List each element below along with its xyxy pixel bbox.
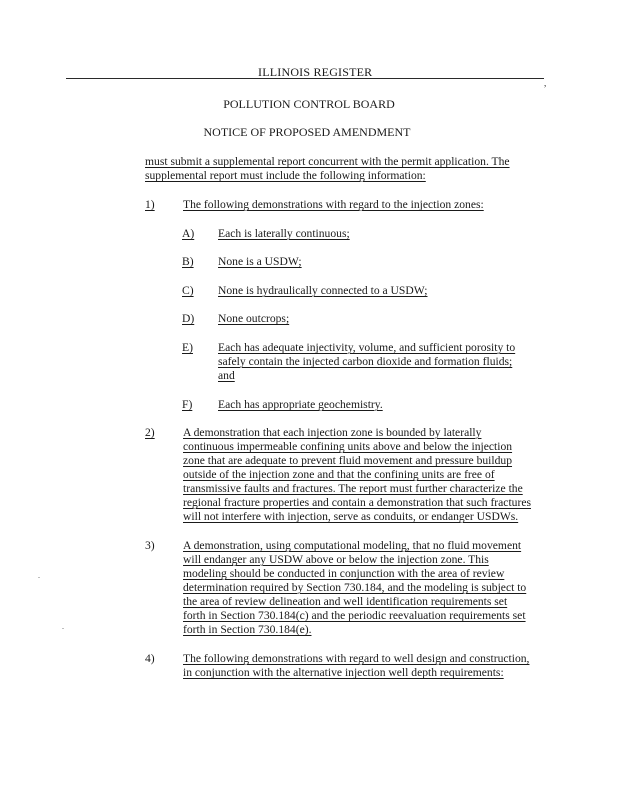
- margin-mark: .: [62, 622, 64, 631]
- board-name: POLLUTION CONTROL BOARD: [223, 97, 395, 111]
- item-2-line-4: outside of the injection zone and that the confining units are free of: [183, 468, 495, 481]
- item-1e-line-2: safely contain the injected carbon dioxide and formation fluids;: [218, 355, 513, 368]
- item-1c-number: C): [182, 284, 194, 297]
- register-title: ILLINOIS REGISTER: [258, 65, 373, 79]
- item-1d-number: D): [182, 312, 195, 325]
- intro-line-1: must submit a supplemental report concurrent with the permit application. The: [145, 155, 510, 168]
- item-1b-number: B): [182, 255, 194, 268]
- item-3-line-1: A demonstration, using computational modeling, that no fluid movement: [183, 539, 522, 552]
- item-4-number: 4): [145, 652, 155, 665]
- item-1c-text: None is hydraulically connected to a USDW;: [218, 284, 428, 297]
- item-1d-text: None outcrops;: [218, 312, 290, 325]
- item-1e-line-1: Each has adequate injectivity, volume, and sufficient porosity to: [218, 341, 516, 354]
- item-3-line-6: forth in Section 730.184(c) and the periodic reevaluation requirements set: [183, 609, 526, 622]
- item-4-line-2: in conjunction with the alternative injection well depth requirements:: [183, 666, 504, 679]
- item-4-line-1: The following demonstrations with regard to well design and construction,: [183, 652, 530, 665]
- item-1b-text: None is a USDW;: [218, 255, 302, 268]
- item-2-line-1: A demonstration that each injection zone is bounded by laterally: [183, 426, 482, 439]
- item-1f-text: Each has appropriate geochemistry.: [218, 398, 383, 411]
- item-1e-number: E): [182, 341, 193, 354]
- item-2-line-6: regional fracture properties and contain a demonstration that such fractures: [183, 496, 531, 509]
- item-3-line-3: modeling should be conducted in conjunction with the area of review: [183, 567, 505, 580]
- item-1f-number: F): [182, 398, 193, 411]
- item-3-number: 3): [145, 539, 155, 552]
- rule-end-mark: ,: [544, 78, 547, 88]
- item-2-number: 2): [145, 426, 155, 439]
- item-3-line-7: forth in Section 730.184(e).: [183, 623, 312, 636]
- item-2-line-7: will not interfere with injection, serve as conduits, or endanger USDWs.: [183, 510, 519, 523]
- item-1e-line-3: and: [218, 369, 235, 382]
- item-3-line-5: the area of review delineation and well identification requirements set: [183, 595, 508, 608]
- item-2-line-2: continuous impermeable confining units above and below the injection: [183, 440, 513, 453]
- margin-mark: .: [38, 571, 40, 580]
- item-1-number: 1): [145, 198, 155, 211]
- notice-title: NOTICE OF PROPOSED AMENDMENT: [203, 125, 411, 139]
- item-2-line-5: transmissive faults and fractures. The report must further characterize the: [183, 482, 523, 495]
- item-3-line-2: will endanger any USDW above or below the injection zone. This: [183, 553, 489, 566]
- header-rule: [66, 78, 544, 79]
- intro-line-2: supplemental report must include the following information:: [145, 169, 426, 182]
- item-1-text: The following demonstrations with regard to the injection zones:: [183, 198, 484, 211]
- item-1a-text: Each is laterally continuous;: [218, 227, 350, 240]
- item-2-line-3: zone that are adequate to prevent fluid movement and pressure buildup: [183, 454, 513, 467]
- item-3-line-4: determination required by Section 730.184, and the modeling is subject to: [183, 581, 527, 594]
- item-1a-number: A): [182, 227, 195, 240]
